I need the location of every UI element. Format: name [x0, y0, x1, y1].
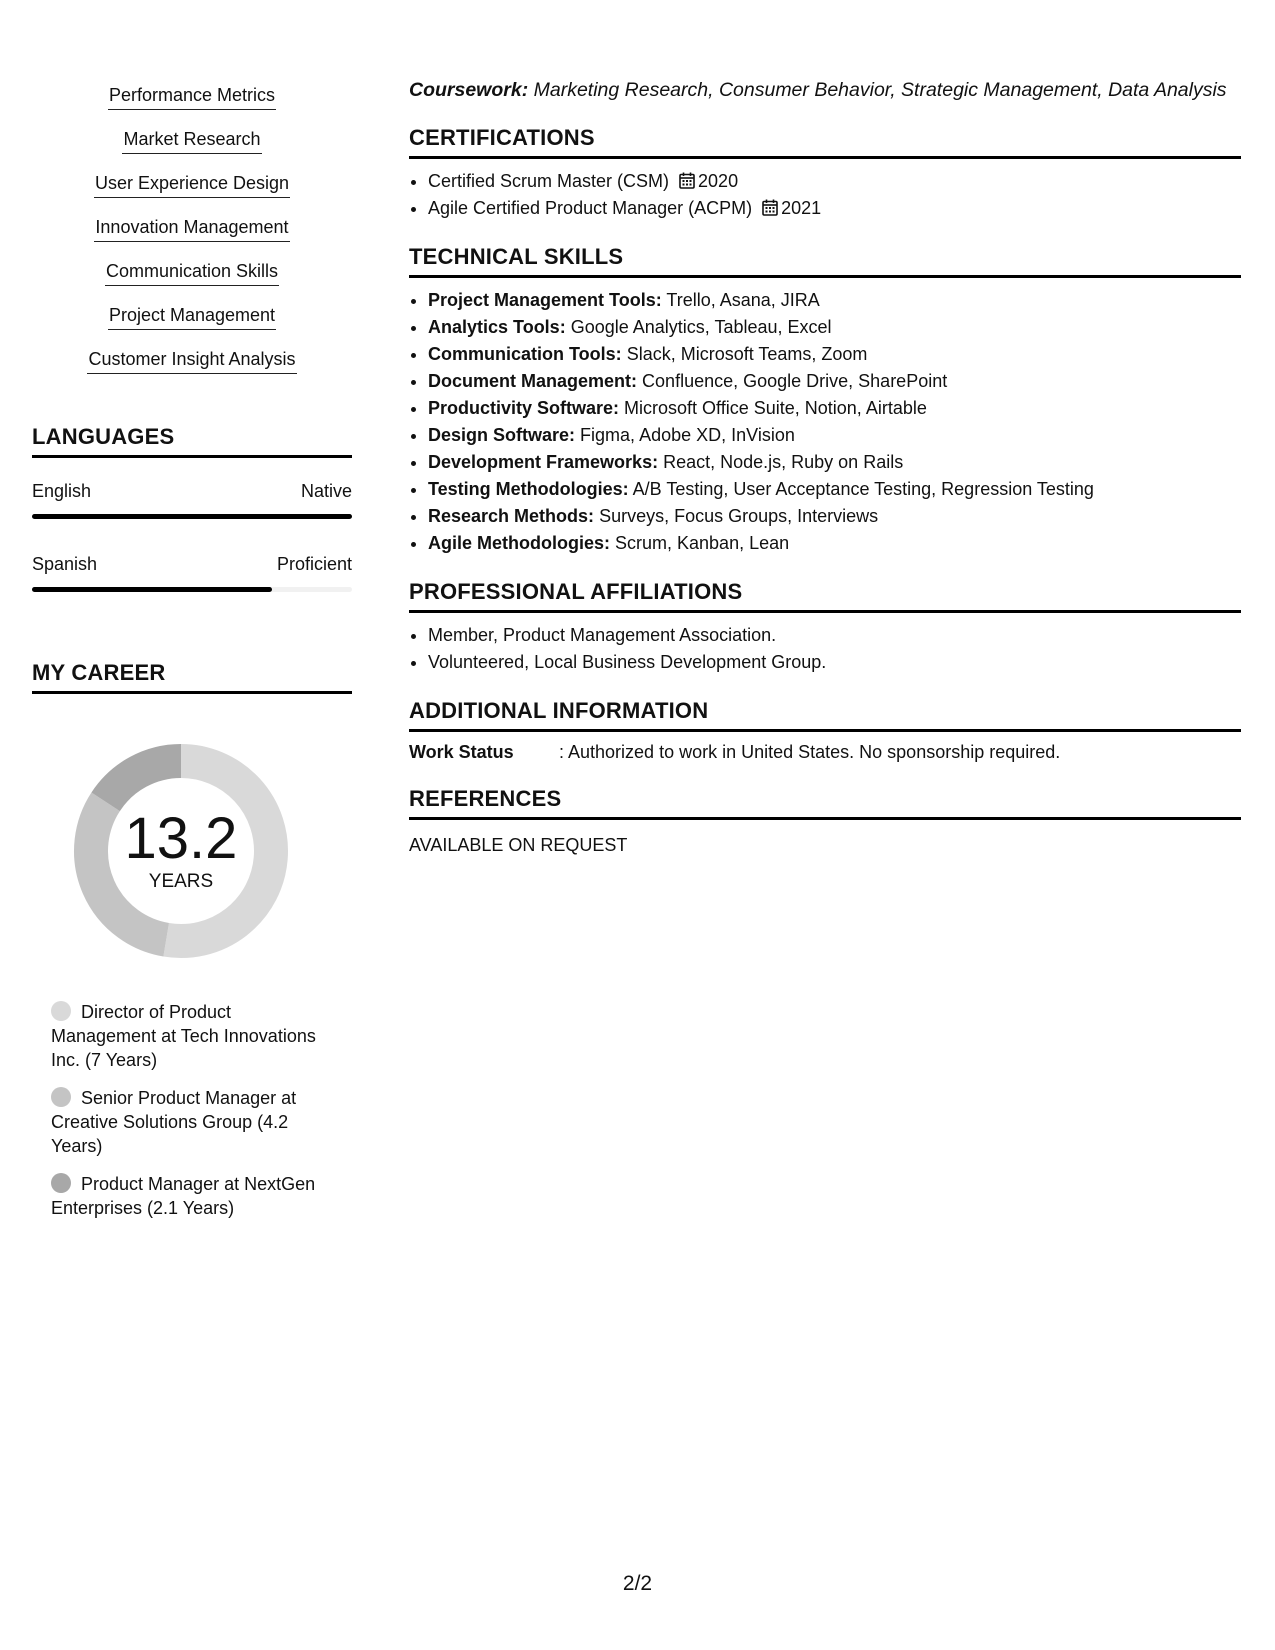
skill-tag: Communication Skills — [105, 260, 279, 286]
language-proficiency-fill — [32, 587, 272, 592]
languages-section — [32, 424, 352, 592]
language-proficiency-fill — [32, 514, 352, 519]
affiliation-item: • Member, Product Management Association. — [428, 622, 1241, 649]
legend-dot-icon — [51, 1001, 71, 1021]
legend-dot-icon — [51, 1173, 71, 1193]
skill-values: Trello, Asana, JIRA — [666, 290, 820, 310]
skill-category: Communication Tools: — [428, 344, 622, 364]
coursework — [409, 78, 1241, 103]
skill-category: Productivity Software: — [428, 398, 620, 418]
work-status-label: Work Status — [409, 742, 514, 762]
skill-values: Slack, Microsoft Teams, Zoom — [626, 344, 868, 364]
language-name: English — [32, 481, 92, 501]
certification-year: 2021 — [781, 198, 822, 218]
career-section — [32, 660, 352, 1220]
technical-skill-item — [428, 341, 1241, 368]
technical-skill-item — [428, 287, 1241, 314]
technical-skills-section — [409, 244, 1241, 557]
career-role: Product Manager at NextGen Enterprises (2.1 Years) — [51, 1174, 316, 1218]
career-role: Director of Product Management at Tech Innovations Inc. (7 Years) — [51, 1002, 316, 1070]
language-proficiency-bar — [32, 514, 352, 519]
certification-name: Certified Scrum Master (CSM) — [428, 171, 670, 191]
skill-tag: Innovation Management — [94, 216, 289, 242]
career-total-years: 13.2 — [124, 806, 238, 871]
affiliation-item: • Volunteered, Local Business Development Group. — [428, 649, 1241, 676]
language-level: Native — [300, 481, 352, 501]
career-donut-chart — [66, 736, 296, 966]
language-name: Spanish — [32, 554, 98, 574]
language-row — [32, 480, 352, 519]
skills-list — [32, 84, 352, 374]
career-years-unit: YEARS — [148, 871, 214, 892]
affiliations-title: PROFESSIONAL AFFILIATIONS — [409, 579, 1241, 613]
technical-skill-item — [428, 422, 1241, 449]
skill-values: A/B Testing, User Acceptance Testing, Regression Testing — [632, 479, 1094, 499]
legend-dot-icon — [51, 1087, 71, 1107]
skill-tag: Project Management — [108, 304, 276, 330]
skill-item — [32, 260, 352, 286]
technical-skill-item — [428, 503, 1241, 530]
technical-skill-item — [428, 395, 1241, 422]
languages-title: LANGUAGES — [32, 424, 352, 458]
skill-item — [32, 128, 352, 154]
skill-category: Analytics Tools: — [428, 317, 566, 337]
language-proficiency-bar — [32, 587, 352, 592]
skill-values: Google Analytics, Tableau, Excel — [570, 317, 832, 337]
certification-item — [428, 168, 1241, 195]
technical-skill-item — [428, 476, 1241, 503]
skill-category: Research Methods: — [428, 506, 595, 526]
additional-info-section — [409, 698, 1241, 764]
skill-tag: User Experience Design — [94, 172, 290, 198]
skill-values: Confluence, Google Drive, SharePoint — [642, 371, 948, 391]
skill-item — [32, 216, 352, 242]
skill-category: Agile Methodologies: — [428, 533, 610, 553]
calendar-icon — [679, 172, 695, 189]
skill-category: Project Management Tools: — [428, 290, 662, 310]
language-row — [32, 553, 352, 592]
skill-values: Surveys, Focus Groups, Interviews — [599, 506, 879, 526]
page-number: 2/2 — [622, 1572, 653, 1595]
skill-values: Scrum, Kanban, Lean — [615, 533, 790, 553]
technical-skill-item — [428, 368, 1241, 395]
skill-item — [32, 304, 352, 330]
skill-item — [32, 84, 352, 110]
career-legend — [51, 1000, 326, 1220]
skill-values: Figma, Adobe XD, InVision — [580, 425, 795, 445]
career-legend-item — [51, 1086, 326, 1158]
skill-category: Testing Methodologies: — [428, 479, 629, 499]
career-role: Senior Product Manager at Creative Solutions Group (4.2 Years) — [51, 1088, 297, 1156]
technical-skill-item — [428, 449, 1241, 476]
certifications-section — [409, 125, 1241, 222]
skill-tag: Customer Insight Analysis — [87, 348, 296, 374]
technical-skill-item — [428, 530, 1241, 557]
skill-category: Development Frameworks: — [428, 452, 659, 472]
technical-skill-item — [428, 314, 1241, 341]
affiliations-section — [409, 579, 1241, 676]
skill-values: Microsoft Office Suite, Notion, Airtable — [624, 398, 927, 418]
certification-year: 2020 — [698, 171, 739, 191]
references-section — [409, 786, 1241, 856]
skill-category: Document Management: — [428, 371, 638, 391]
career-title: MY CAREER — [32, 660, 352, 694]
calendar-icon — [762, 199, 778, 216]
left-column — [32, 84, 352, 1234]
skill-values: React, Node.js, Ruby on Rails — [663, 452, 904, 472]
skill-tag: Market Research — [122, 128, 261, 154]
language-level: Proficient — [276, 554, 352, 574]
coursework-label: Coursework: — [409, 79, 529, 101]
skill-item — [32, 172, 352, 198]
certifications-title: CERTIFICATIONS — [409, 125, 1241, 159]
references-text: AVAILABLE ON REQUEST — [409, 835, 628, 855]
work-status-row — [409, 740, 1241, 764]
certification-name: Agile Certified Product Manager (ACPM) — [428, 198, 753, 218]
career-legend-item — [51, 1000, 326, 1072]
references-title: REFERENCES — [409, 786, 1241, 820]
skill-item — [32, 348, 352, 374]
coursework-text: Marketing Research, Consumer Behavior, Strategic Management, Data Analysis — [533, 79, 1227, 101]
work-status-value: : Authorized to work in United States. No sponsorship required. — [559, 742, 1061, 762]
skill-tag: Performance Metrics — [108, 84, 276, 110]
technical-skills-title: TECHNICAL SKILLS — [409, 244, 1241, 278]
right-column — [409, 78, 1241, 856]
additional-info-title: ADDITIONAL INFORMATION — [409, 698, 1241, 732]
skill-category: Design Software: — [428, 425, 576, 445]
career-legend-item — [51, 1172, 326, 1220]
certification-item — [428, 195, 1241, 222]
